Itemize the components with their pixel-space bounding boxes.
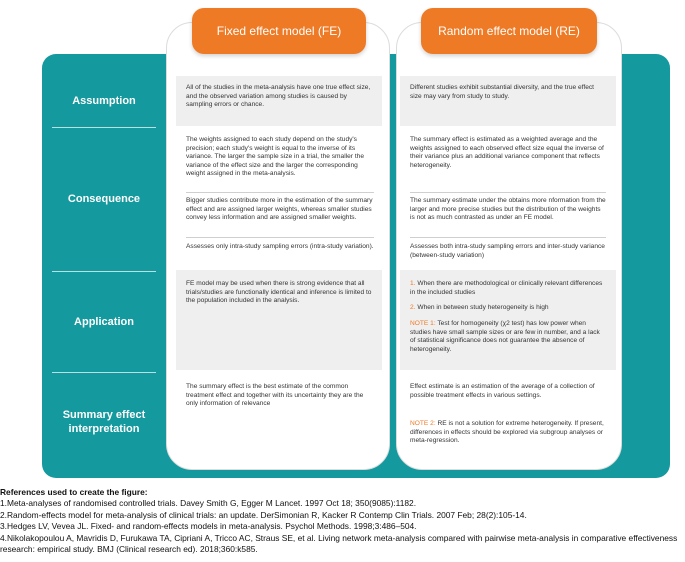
reference-item: 3.Hedges LV, Vevea JL. Fixed- and random-effects models in meta-analysis. Psychol Methods. 1998;3:486–504. [0,521,417,532]
consequence-re-text-2: The summary estimate under the obtains more nformation from the larger and more precise studies but the distribution of the weights is not as much contrasted as under an FE model. [410,197,606,222]
references [0,487,685,555]
consequence-fe-text-2: Bigger studies contribute more in the estimation of the summary effect and are assigned larger weights, whereas smaller studies convey less information and are assigned smaller weights. [186,197,373,222]
item-number: 1. [410,280,416,287]
cell-separator [186,192,374,193]
re-column-header: Random effect model (RE) [421,8,597,54]
application-re-note [410,320,606,354]
consequence-fe-text-1: The weights assigned to each study depend on the study's precision; each study's weight is equal to the inverse of its variance. The larger the sample size in a trial, the smaller the variance of the effect size and the larger the corresponding weight assigned in the meta-analysis. [186,136,364,178]
assumption-fe-text: All of the studies in the meta-analysis have one true effect size, and the observed variation among studies is caused by sampling errors or chance. [186,84,371,109]
assumption-re-text: Different studies exhibit substantial diversity, and the true effect size may vary from study to study. [410,84,594,100]
reference-item: 1.Meta-analyses of randomised controlled trials. Davey Smith G, Egger M Lancet. 1997 Oct 18; 350(9085):1182. [0,498,417,509]
references-title: References used to create the figure: [0,487,148,497]
cell-separator [186,237,374,238]
note-text: RE is not a solution for extreme heterogeneity. If present, differences in effects should be explored via subgroup analyses or meta-regression. [410,420,604,445]
consequence-re-text-1: The summary effect is estimated as a weighted average and the weights assigned to each observed effect size equal the inverse of their variance plus an additional variance component that reflects heterogeneity. [410,136,604,169]
row-label-summary: Summary effect interpretation [62,409,146,435]
summary-re-note [410,420,606,446]
fe-column-header: Fixed effect model (FE) [192,8,366,54]
reference-item: 4.Nikolakopoulou A, Mavridis D, Furukawa TA, Cipriani A, Tricco AC, Straus SE, et al. Living network meta-analysis compared with pairwise meta-analysis in comparative effectiveness research: empirical study. BMJ (Clinical research ed). 2018;360:k585. [0,532,678,555]
note-text: Test for homogeneity (χ2 test) has low power when studies have small sample sizes or are few in number, and a lack of statistical significance does not guarantee the absence of heterogeneity. [410,320,600,353]
consequence-re-text-3: Assesses both intra-study sampling errors and inter-study variance (between-study variation) [410,243,605,259]
note-label: NOTE 2: [410,420,436,427]
row-label-assumption: Assumption [72,95,136,107]
cell-separator [410,192,606,193]
row-label-consequence: Consequence [67,193,141,205]
note-label: NOTE 1: [410,320,436,327]
reference-item: 2.Random-effects model for meta-analysis of clinical trials: an update. DerSimonian R, Kacker R Contemp Clin Trials. 2007 Feb; 28(2):105-14. [0,509,527,520]
application-re-item-2 [410,304,606,313]
cell-separator [410,237,606,238]
summary-re-text: Effect estimate is an estimation of the average of a collection of possible treatment effects in various settings. [410,383,595,399]
row-label-application: Application [74,316,134,328]
summary-fe-text: The summary effect is the best estimate of the common treatment effect and together with its uncertainty they are the only information of relevance [186,383,364,408]
application-re-item-1 [410,280,606,297]
application-fe-text: FE model may be used when there is strong evidence that all trials/studies are functionally identical and inference is limited to the population included in the analysis. [186,280,372,305]
item-text: When in between study heterogeneity is high [417,304,549,311]
item-text: When there are methodological or clinically relevant differences in the included studies [410,280,603,296]
row-divider [52,372,156,373]
consequence-fe-text-3: Assesses only intra-study sampling errors (intra-study variation). [186,243,374,250]
item-number: 2. [410,304,416,311]
